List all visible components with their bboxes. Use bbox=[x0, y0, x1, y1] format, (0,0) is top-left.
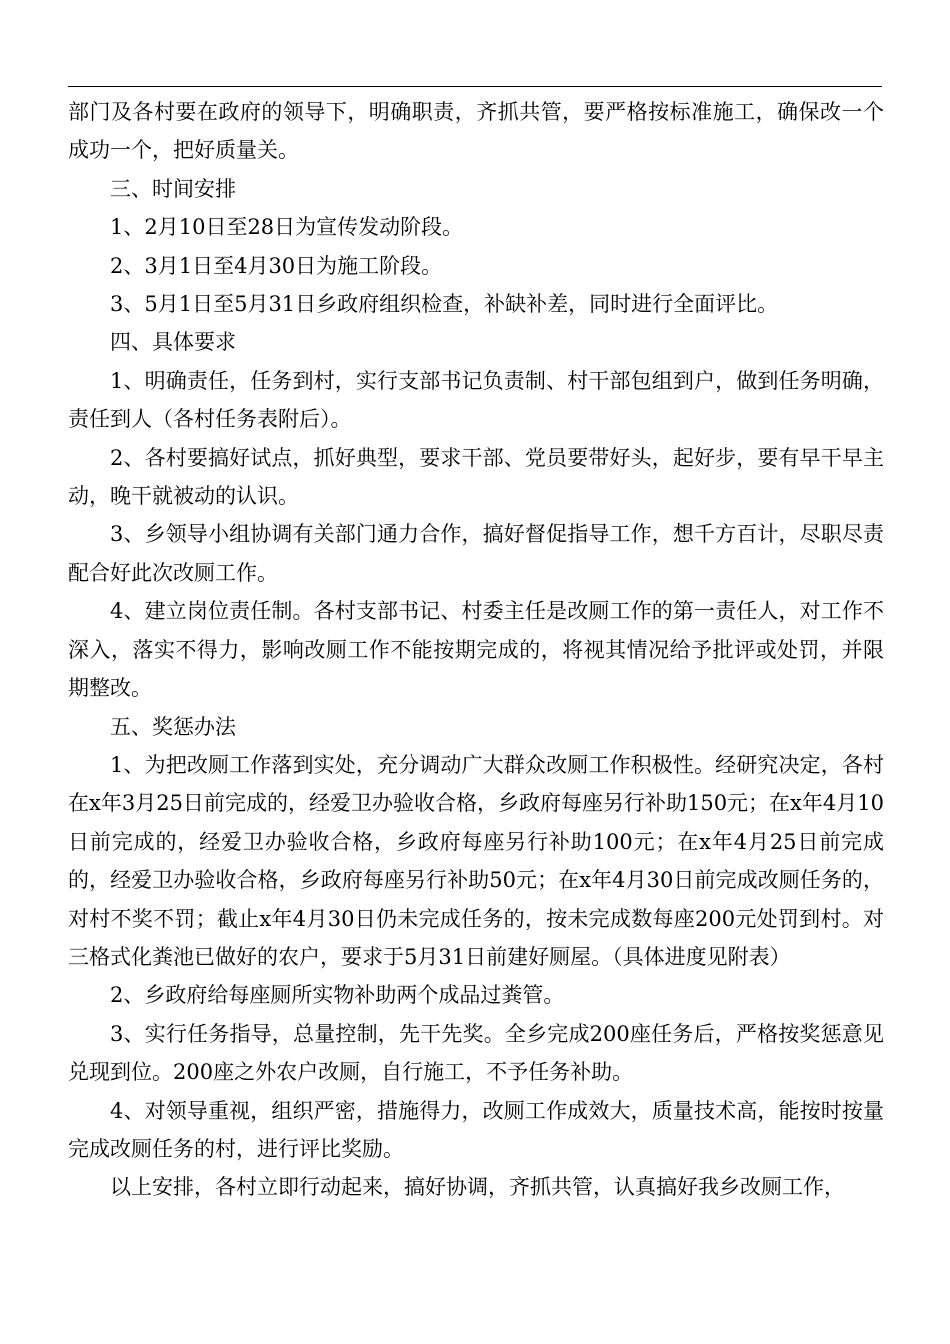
reward-item-2: 2、乡政府给每座厕所实物补助两个成品过粪管。 bbox=[110, 983, 565, 1008]
reward-item-3: 3、实行任务指导，总量控制，先干先奖。全乡完成200座任务后，严格按奖惩意见兑现到位。200座之外农户改厕，自行施工，不予任务补助。 bbox=[68, 1021, 884, 1085]
heading-time-schedule: 三、时间安排 bbox=[110, 176, 236, 201]
paragraph-continuation: 部门及各村要在政府的领导下，明确职责，齐抓共管，要严格按标准施工，确保改一个成功一个，把好质量关。 bbox=[68, 100, 884, 163]
requirement-item-3: 3、乡领导小组协调有关部门通力合作，搞好督促指导工作，想千方百计，尽职尽责配合好此次改厕工作。 bbox=[68, 522, 884, 585]
header-rule bbox=[68, 86, 882, 87]
heading-rewards-penalties: 五、奖惩办法 bbox=[110, 714, 236, 739]
schedule-item-1: 1、2月10日至28日为宣传发动阶段。 bbox=[110, 215, 464, 240]
heading-requirements: 四、具体要求 bbox=[110, 330, 236, 355]
reward-item-4: 4、对领导重视，组织严密，措施得力，改厕工作成效大，质量技术高，能按时按量完成改厕任务的村，进行评比奖励。 bbox=[68, 1098, 884, 1161]
schedule-item-3: 3、5月1日至5月31日乡政府组织检查，补缺补差，同时进行全面评比。 bbox=[110, 292, 779, 317]
schedule-item-2: 2、3月1日至4月30日为施工阶段。 bbox=[110, 253, 443, 278]
reward-item-1: 1、为把改厕工作落到实处，充分调动广大群众改厕工作积极性。经研究决定，各村在x年3月25日前完成的，经爱卫办验收合格，乡政府每座另行补助150元；在x年4月10日前完成的，经爱卫办验收合格，乡政府每座另行补助100元；在x年4月25日前完成的，经爱卫办验收合格，乡政府每座另行补助50元；在x年4月30日前完成改厕任务的，对村不奖不罚；截止x年4月30日仍未完成任务的，按未完成数每座200元处罚到村。对三格式化粪池已做好的农户，要求于5月31日前建好厕屋。（具体进度见附表） bbox=[68, 752, 884, 969]
requirement-item-1: 1、明确责任，任务到村，实行支部书记负责制、村干部包组到户，做到任务明确，责任到人（各村任务表附后）。 bbox=[68, 368, 884, 432]
requirement-item-2: 2、各村要搞好试点，抓好典型，要求干部、党员要带好头，起好步，要有早干早主动，晚干就被动的认识。 bbox=[68, 445, 884, 509]
requirement-item-4: 4、建立岗位责任制。各村支部书记、村委主任是改厕工作的第一责任人，对工作不深入，落实不得力，影响改厕工作不能按期完成的，将视其情况给予批评或处罚，并限期整改。 bbox=[68, 599, 884, 701]
closing-paragraph: 以上安排，各村立即行动起来，搞好协调，齐抓共管，认真搞好我乡改厕工作， bbox=[110, 1175, 845, 1200]
document-body bbox=[68, 93, 884, 1207]
